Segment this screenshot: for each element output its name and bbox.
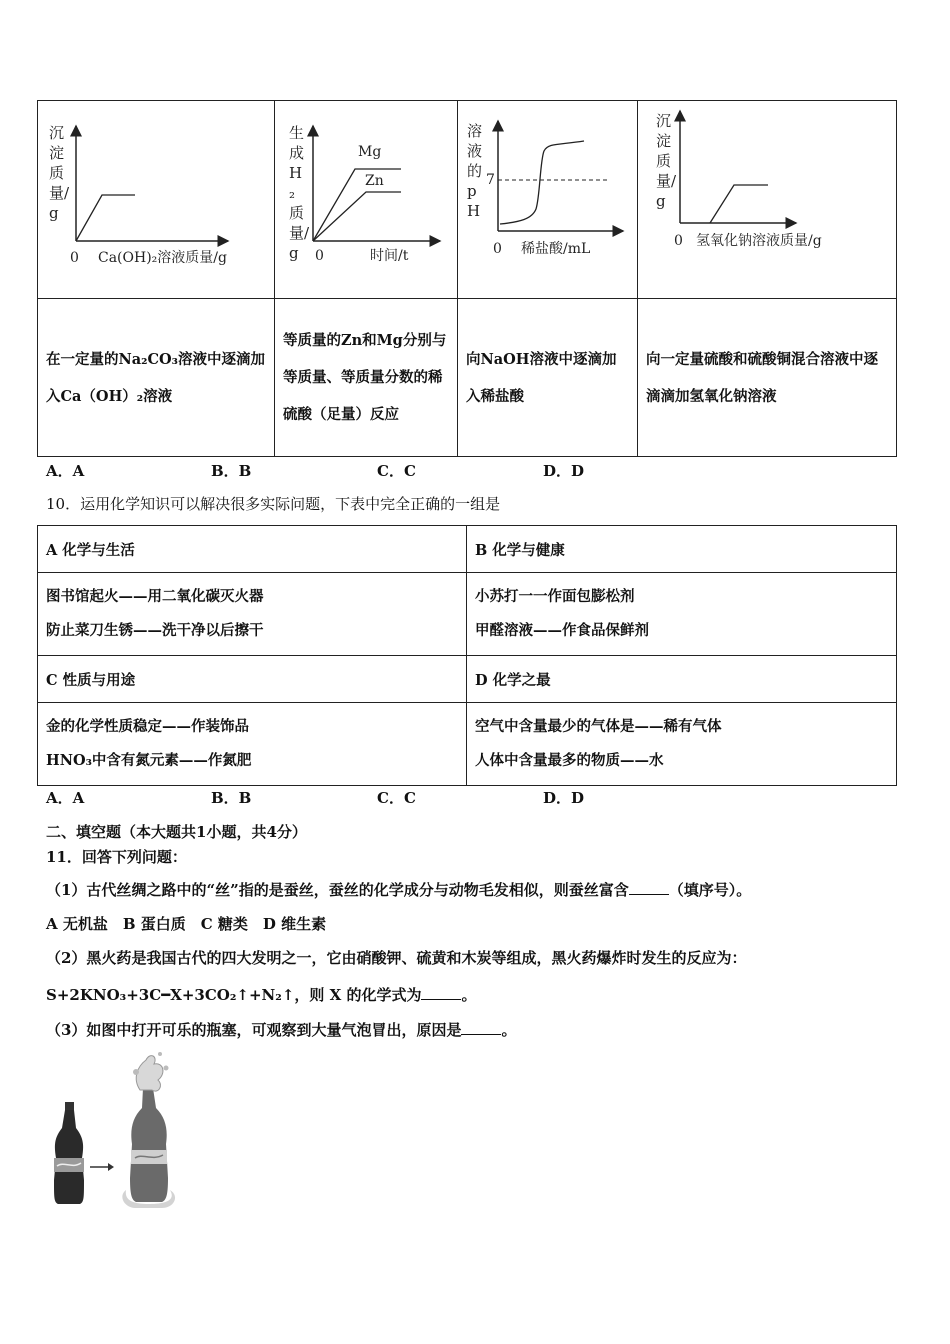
q11-title: 11．回答下列问题： xyxy=(46,848,187,866)
q9-graph-3-cell xyxy=(458,101,638,299)
q11-part-1 xyxy=(46,880,751,900)
q11-part-3-end: 。 xyxy=(501,1021,517,1039)
y-label: 沉淀质量/g xyxy=(49,124,70,222)
y-label: 生成H₂质量/g xyxy=(289,124,310,262)
q9-option-d[interactable]: D．D xyxy=(543,462,585,480)
q9-graph-4 xyxy=(638,101,897,298)
q10-b-body xyxy=(467,573,897,656)
q11-part-1-choices: A 无机盐 B 蛋白质 C 糖类 D 维生素 xyxy=(46,915,327,933)
q10-d-title: D 化学之最 xyxy=(467,656,897,703)
series-zn-label: Zn xyxy=(365,173,384,189)
q10-b-line-1: 小苏打一一作面包膨松剂 xyxy=(475,588,635,605)
curve xyxy=(710,185,768,223)
q9-graph-2-cell xyxy=(275,101,458,299)
q10-c-line-2: HNO₃中含有氮元素——作氮肥 xyxy=(46,752,252,769)
q10-option-c[interactable]: C．C xyxy=(377,789,416,807)
tick-7: 7 xyxy=(486,172,495,188)
q10-option-b[interactable]: B．B xyxy=(211,789,252,807)
origin-label: 0 xyxy=(493,241,502,257)
series-mg-label: Mg xyxy=(358,144,382,160)
q9-option-a[interactable]: A．A xyxy=(46,462,85,480)
q11-part-1-text: （1）古代丝绸之路中的“丝”指的是蚕丝，蚕丝的化学成分与动物毛发相似，则蚕丝富含 xyxy=(46,881,629,899)
q11-part-2-equation xyxy=(46,985,477,1005)
equation-text: S+2KNO₃+3C━X+3CO₂↑+N₂↑，则 X 的化学式为 xyxy=(46,986,422,1004)
q10-a-body xyxy=(38,573,467,656)
q9-graph-1 xyxy=(38,101,275,298)
q11-part-3 xyxy=(46,1020,516,1040)
answer-blank-1[interactable] xyxy=(629,880,669,895)
x-label: 氢氧化钠溶液质量/g xyxy=(696,233,822,249)
q9-table xyxy=(37,100,897,457)
q11-part-3-text: （3）如图中打开可乐的瓶塞，可观察到大量气泡冒出，原因是 xyxy=(46,1021,462,1039)
q11-part-2: （2）黑火药是我国古代的四大发明之一，它由硝酸钾、硫黄和木炭等组成，黑火药爆炸时发生的反应为： xyxy=(46,949,747,967)
q10-a-line-1: 图书馆起火——用二氧化碳灭火器 xyxy=(46,588,264,605)
curve xyxy=(76,195,135,241)
q10-c-line-1: 金的化学性质稳定——作装饰品 xyxy=(46,718,249,735)
answer-blank-2[interactable] xyxy=(421,985,461,1000)
q9-desc-1: 在一定量的Na₂CO₃溶液中逐滴加入Ca（OH）₂溶液 xyxy=(38,299,275,457)
q11-part-1-end: （填序号）。 xyxy=(668,881,752,899)
q10-d-line-2: 人体中含量最多的物质——水 xyxy=(475,752,664,769)
cola-bottles-illustration xyxy=(40,1050,200,1215)
q10-option-a[interactable]: A．A xyxy=(46,789,85,807)
q10-d-line-1: 空气中含量最少的气体是——稀有气体 xyxy=(475,718,722,735)
q10-c-title: C 性质与用途 xyxy=(38,656,467,703)
origin-label: 0 xyxy=(315,248,324,264)
ph-curve xyxy=(500,141,584,224)
origin-label: 0 xyxy=(70,250,79,266)
y-label: 溶液的pH xyxy=(467,122,483,220)
q9-graph-1-cell xyxy=(38,101,275,299)
q9-option-c[interactable]: C．C xyxy=(377,462,416,480)
y-label: 沉淀质量/g xyxy=(656,112,677,210)
x-label: Ca(OH)₂溶液质量/g xyxy=(98,250,227,266)
zn-curve xyxy=(313,192,401,241)
closed-bottle-icon xyxy=(54,1102,84,1204)
q10-question: 10．运用化学知识可以解决很多实际问题，下表中完全正确的一组是 xyxy=(46,495,501,513)
q10-table xyxy=(37,525,897,786)
q10-b-line-2: 甲醛溶液——作食品保鲜剂 xyxy=(475,622,649,639)
origin-label: 0 xyxy=(674,233,683,249)
q10-a-title: A 化学与生活 xyxy=(38,526,467,573)
q9-option-b[interactable]: B．B xyxy=(211,462,252,480)
q10-a-line-2: 防止菜刀生锈——洗干净以后擦干 xyxy=(46,622,264,639)
q9-graph-3 xyxy=(458,101,638,298)
x-label: 时间/t xyxy=(370,248,409,264)
q10-b-title: B 化学与健康 xyxy=(467,526,897,573)
mg-curve xyxy=(313,169,401,241)
section-heading: 二、填空题（本大题共1小题，共4分） xyxy=(46,823,307,841)
open-bottle-icon xyxy=(122,1052,175,1208)
q10-option-d[interactable]: D．D xyxy=(543,789,585,807)
equation-end: 。 xyxy=(461,986,477,1004)
q9-desc-2: 等质量的Zn和Mg分别与等质量、等质量分数的稀硫酸（足量）反应 xyxy=(275,299,458,457)
answer-blank-3[interactable] xyxy=(461,1020,501,1035)
q9-desc-3: 向NaOH溶液中逐滴加入稀盐酸 xyxy=(458,299,638,457)
q9-graph-4-cell xyxy=(638,101,897,299)
x-label: 稀盐酸/mL xyxy=(521,241,591,257)
q9-desc-4: 向一定量硫酸和硫酸铜混合溶液中逐滴滴加氢氧化钠溶液 xyxy=(638,299,897,457)
q10-d-body xyxy=(467,703,897,786)
q10-c-body xyxy=(38,703,467,786)
